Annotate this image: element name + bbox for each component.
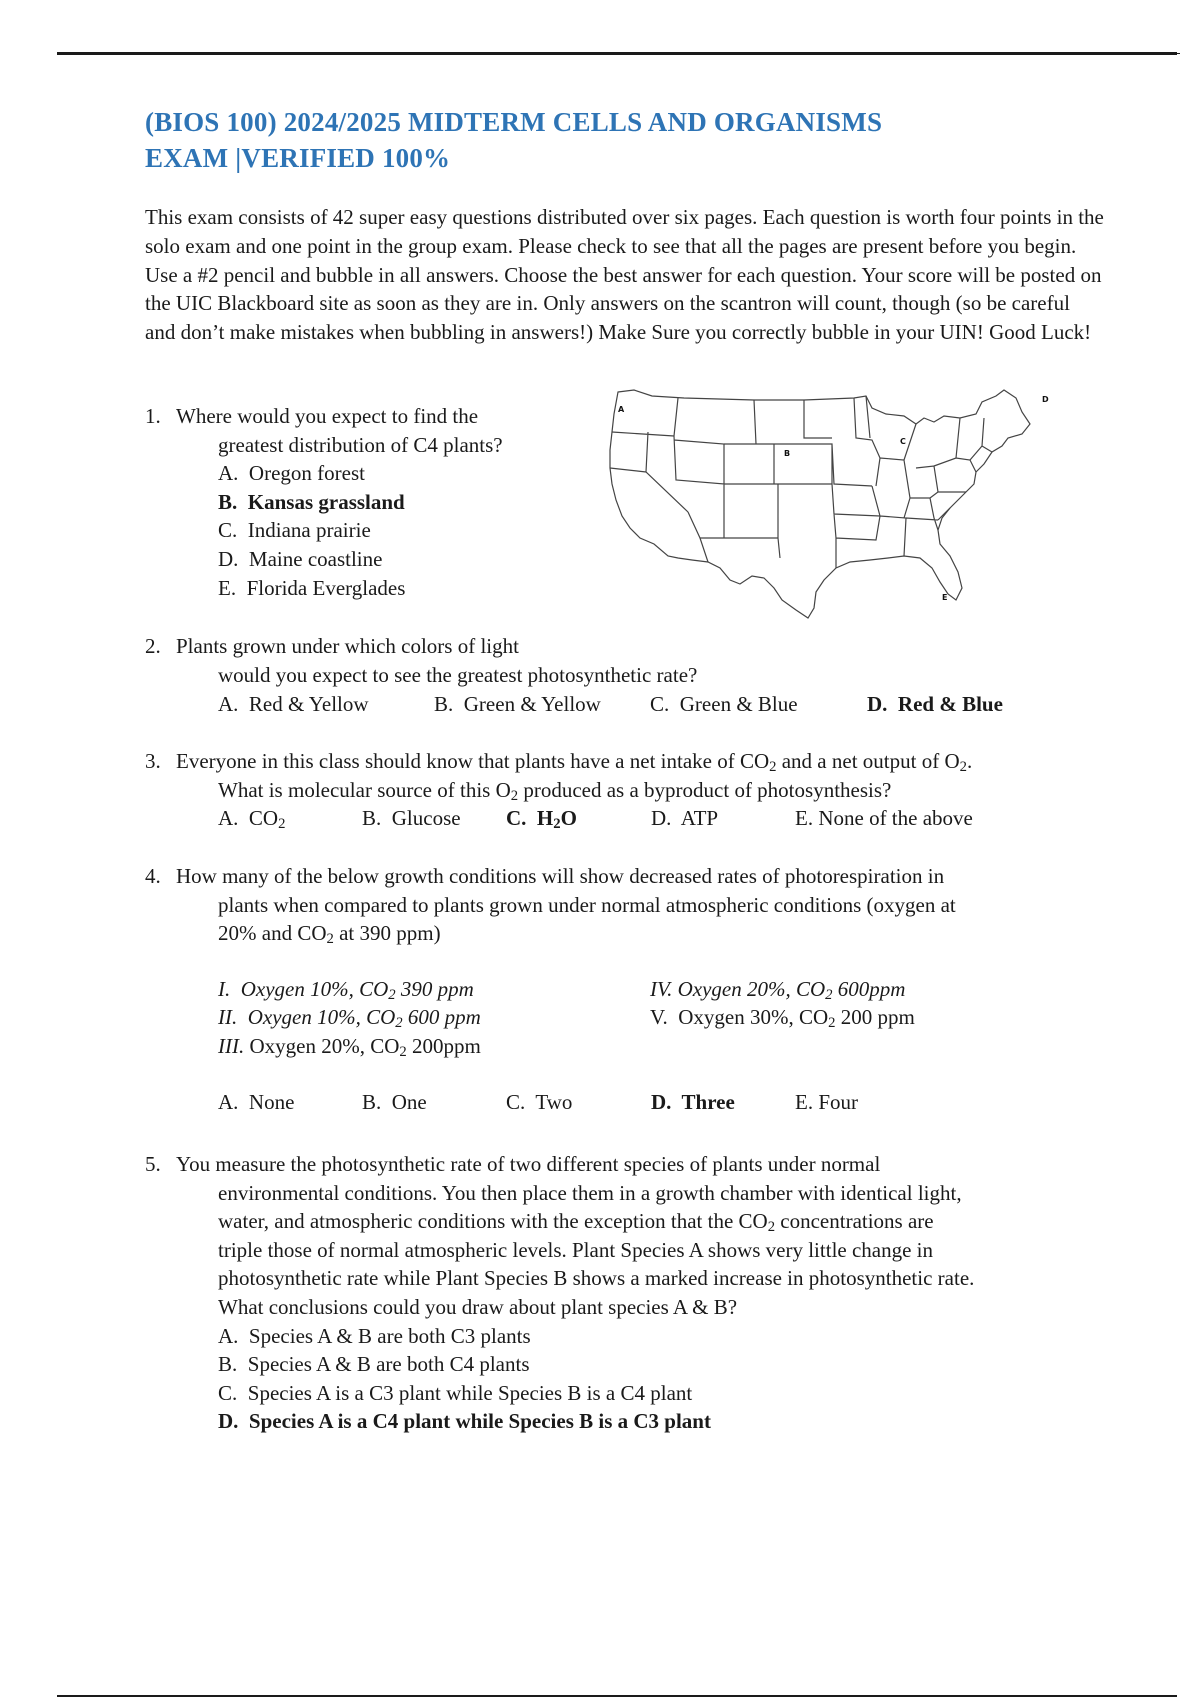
question-1 — [145, 402, 565, 602]
option-letter: D. — [651, 1089, 672, 1114]
option-text: Species A is a C4 plant while Species B is a C3 plant — [248, 1409, 711, 1434]
option-letter: E. — [218, 575, 237, 600]
stem-text: 20% and CO — [218, 921, 327, 946]
us-states-map — [604, 388, 1066, 632]
option-text: Red & Yellow — [248, 692, 369, 717]
option-a[interactable] — [218, 1322, 1125, 1351]
option-c[interactable] — [506, 1088, 651, 1117]
subscript: 2 — [828, 1015, 836, 1032]
subscript: 2 — [767, 1219, 776, 1236]
option-d-correct[interactable] — [651, 1088, 795, 1117]
condition-i — [218, 975, 474, 1004]
answer-options — [145, 1088, 1125, 1117]
option-b[interactable] — [362, 804, 506, 833]
condition-text: Oxygen 20%, CO — [249, 1033, 400, 1058]
page-title — [145, 104, 1105, 176]
question-stem: How many of the below growth conditions will show decreased rates of photorespiration in — [176, 864, 945, 888]
stem-text: concentrations are — [775, 1209, 934, 1234]
condition-label: V. — [650, 1005, 668, 1030]
option-letter: D. — [651, 806, 672, 831]
option-text: None of the above — [818, 806, 973, 831]
intro-paragraph: This exam consists of 42 super easy questions distributed over six pages. Each question is worth four points in the solo exam and one point in the group exam. Please check to see that all the pages are present before you begin. Use a #2 pencil and bubble in all answers. Choose the best answer for each question. Your score will be posted on the UIC Blackboard site as soon as they are in. Only answers on the scantron will count, though (so be careful and don’t make mistakes when bubbling in answers!) Make Sure you correctly bubble in your UIN! Good Luck! — [145, 205, 1104, 345]
subscript: 2 — [553, 816, 561, 833]
condition-label: I. — [218, 976, 231, 1001]
stem-text: at 390 ppm) — [333, 921, 441, 946]
stem-text: and a net output of O — [776, 749, 960, 773]
subscript: 2 — [769, 758, 777, 775]
option-letter: A. — [218, 1323, 239, 1348]
subscript: 2 — [388, 986, 396, 1003]
condition-text: 390 ppm — [395, 976, 474, 1001]
option-letter: B. — [434, 692, 454, 717]
question-number: 5. — [145, 1152, 161, 1176]
title-line-1: (BIOS 100) 2024/2025 MIDTERM CELLS AND ORGANISMS — [145, 107, 883, 137]
growth-conditions — [145, 975, 1125, 1061]
option-letter: A. — [218, 461, 239, 486]
option-b[interactable] — [218, 1350, 1125, 1379]
option-text: Indiana prairie — [247, 518, 371, 543]
option-e[interactable] — [218, 574, 565, 603]
question-number: 2. — [145, 634, 161, 658]
question-number: 1. — [145, 404, 161, 428]
question-3 — [145, 747, 1105, 833]
option-text: Red & Blue — [897, 692, 1003, 717]
subscript: 2 — [395, 1015, 403, 1032]
option-b[interactable] — [362, 1088, 506, 1117]
stem-text: Everyone in this class should know that plants have a net intake of CO — [176, 749, 770, 773]
question-stem: You measure the photosynthetic rate of two different species of plants under normal — [176, 1152, 881, 1176]
option-letter: A. — [218, 692, 239, 717]
answer-options — [145, 1322, 1125, 1436]
option-text: Two — [535, 1089, 573, 1114]
option-a[interactable] — [218, 1088, 362, 1117]
option-text: CO — [248, 806, 279, 831]
option-d[interactable] — [218, 545, 565, 574]
option-letter: E. — [795, 806, 814, 831]
question-stem: Where would you expect to find the — [176, 404, 479, 428]
map-label-c: C — [900, 437, 906, 446]
option-text: One — [391, 1089, 427, 1114]
condition-text: Oxygen 20%, CO — [677, 976, 826, 1001]
question-number: 4. — [145, 864, 161, 888]
option-text: H — [536, 806, 554, 831]
option-letter: C. — [506, 1089, 526, 1114]
condition-text: 600ppm — [832, 976, 906, 1001]
condition-ii — [218, 1003, 481, 1032]
option-letter: C. — [506, 806, 527, 831]
top-rule — [57, 52, 1177, 55]
stem-text: What is molecular source of this O — [218, 777, 511, 802]
question-stem-cont: triple those of normal atmospheric levels. Plant Species A shows very little change in — [218, 1237, 934, 1262]
condition-iv — [650, 975, 905, 1004]
condition-text: Oxygen 30%, CO — [678, 1005, 829, 1030]
subscript: 2 — [326, 931, 334, 948]
condition-text: 200ppm — [406, 1033, 481, 1058]
question-stem-cont — [176, 776, 1105, 805]
question-stem-cont: environmental conditions. You then place them in a growth chamber with identical light, — [218, 1180, 962, 1205]
option-c[interactable] — [650, 690, 867, 719]
option-c-correct[interactable] — [506, 804, 651, 833]
option-letter: C. — [218, 518, 238, 543]
option-e[interactable] — [795, 804, 973, 833]
option-text: Species A & B are both C4 plants — [247, 1352, 530, 1377]
option-text: Kansas grassland — [247, 489, 405, 514]
condition-iii — [218, 1032, 481, 1061]
option-text: Four — [818, 1089, 859, 1114]
answer-options — [145, 690, 1105, 719]
condition-text: Oxygen 10%, CO — [247, 1005, 396, 1030]
question-stem: Plants grown under which colors of light — [176, 634, 519, 658]
question-stem-cont: What conclusions could you draw about plant species A & B? — [218, 1294, 738, 1319]
option-text: Species A is a C3 plant while Species B is a C4 plant — [247, 1380, 693, 1405]
option-letter: B. — [362, 806, 382, 831]
answer-options — [145, 459, 565, 602]
option-letter: A. — [218, 806, 239, 831]
option-e[interactable] — [795, 1088, 858, 1117]
option-b-correct[interactable] — [218, 488, 565, 517]
option-text: Three — [681, 1089, 735, 1114]
option-a[interactable] — [218, 690, 434, 719]
title-line-2: EXAM |VERIFIED 100% — [145, 143, 451, 173]
map-label-d: D — [1042, 395, 1049, 404]
map-label-b: B — [784, 449, 791, 458]
option-text: Maine coastline — [248, 546, 383, 571]
stem-text: . — [966, 749, 973, 773]
option-text: Glucose — [391, 806, 461, 831]
option-letter: A. — [218, 1089, 239, 1114]
option-d-correct[interactable] — [218, 1407, 1125, 1436]
option-letter: E. — [795, 1089, 814, 1114]
subscript: 2 — [510, 787, 519, 804]
option-a[interactable] — [218, 804, 362, 833]
map-label-a: A — [618, 405, 625, 414]
question-2 — [145, 632, 1105, 719]
option-text: ATP — [680, 806, 719, 831]
option-letter: B. — [362, 1089, 382, 1114]
question-4 — [145, 862, 1125, 1116]
us-outline — [610, 390, 1030, 618]
option-letter: D. — [218, 546, 239, 571]
condition-text: 200 ppm — [835, 1005, 915, 1030]
option-text: Species A & B are both C3 plants — [248, 1323, 531, 1348]
page-header — [145, 104, 1105, 347]
option-letter: B. — [218, 1352, 238, 1377]
subscript: 2 — [825, 986, 833, 1003]
option-text: Green & Blue — [679, 692, 798, 717]
option-text: O — [560, 806, 577, 831]
option-text: Oregon forest — [248, 461, 365, 486]
option-text: Green & Yellow — [463, 692, 601, 717]
question-stem-cont: plants when compared to plants grown under normal atmospheric conditions (oxygen at — [218, 892, 956, 917]
answer-options — [145, 804, 1105, 833]
subscript: 2 — [399, 1043, 407, 1060]
top-rule-tail — [1140, 53, 1180, 54]
option-a[interactable] — [218, 459, 565, 488]
option-letter: B. — [218, 489, 238, 514]
question-stem-cont: would you expect to see the greatest photosynthetic rate? — [218, 662, 698, 687]
question-stem — [176, 749, 972, 773]
option-c[interactable] — [218, 516, 565, 545]
option-text: Florida Everglades — [246, 575, 406, 600]
condition-label: II. — [218, 1005, 238, 1030]
question-stem-cont — [176, 919, 1125, 948]
option-letter: D. — [867, 692, 888, 717]
option-d[interactable] — [651, 804, 795, 833]
subscript: 2 — [959, 758, 967, 775]
option-text: None — [248, 1089, 295, 1114]
question-number: 3. — [145, 749, 161, 773]
condition-label: III. — [218, 1033, 245, 1058]
option-b[interactable] — [434, 690, 650, 719]
map-label-e: E — [942, 593, 948, 602]
question-stem-cont — [176, 1207, 1125, 1236]
option-c[interactable] — [218, 1379, 1125, 1408]
option-letter: D. — [218, 1409, 239, 1434]
bottom-rule — [57, 1695, 1177, 1697]
option-letter: C. — [650, 692, 670, 717]
condition-text: Oxygen 10%, CO — [240, 976, 389, 1001]
option-d-correct[interactable] — [867, 690, 1003, 719]
subscript: 2 — [278, 816, 286, 833]
stem-text: produced as a byproduct of photosynthesis? — [518, 777, 892, 802]
condition-label: IV. — [650, 976, 673, 1001]
question-stem-cont: greatest distribution of C4 plants? — [218, 432, 503, 457]
option-letter: C. — [218, 1380, 238, 1405]
condition-v — [650, 1003, 915, 1032]
stem-text: water, and atmospheric conditions with the exception that the CO — [218, 1209, 768, 1234]
question-stem-cont: photosynthetic rate while Plant Species B shows a marked increase in photosynthetic rate. — [218, 1266, 975, 1291]
question-5 — [145, 1150, 1125, 1436]
condition-text: 600 ppm — [402, 1005, 481, 1030]
